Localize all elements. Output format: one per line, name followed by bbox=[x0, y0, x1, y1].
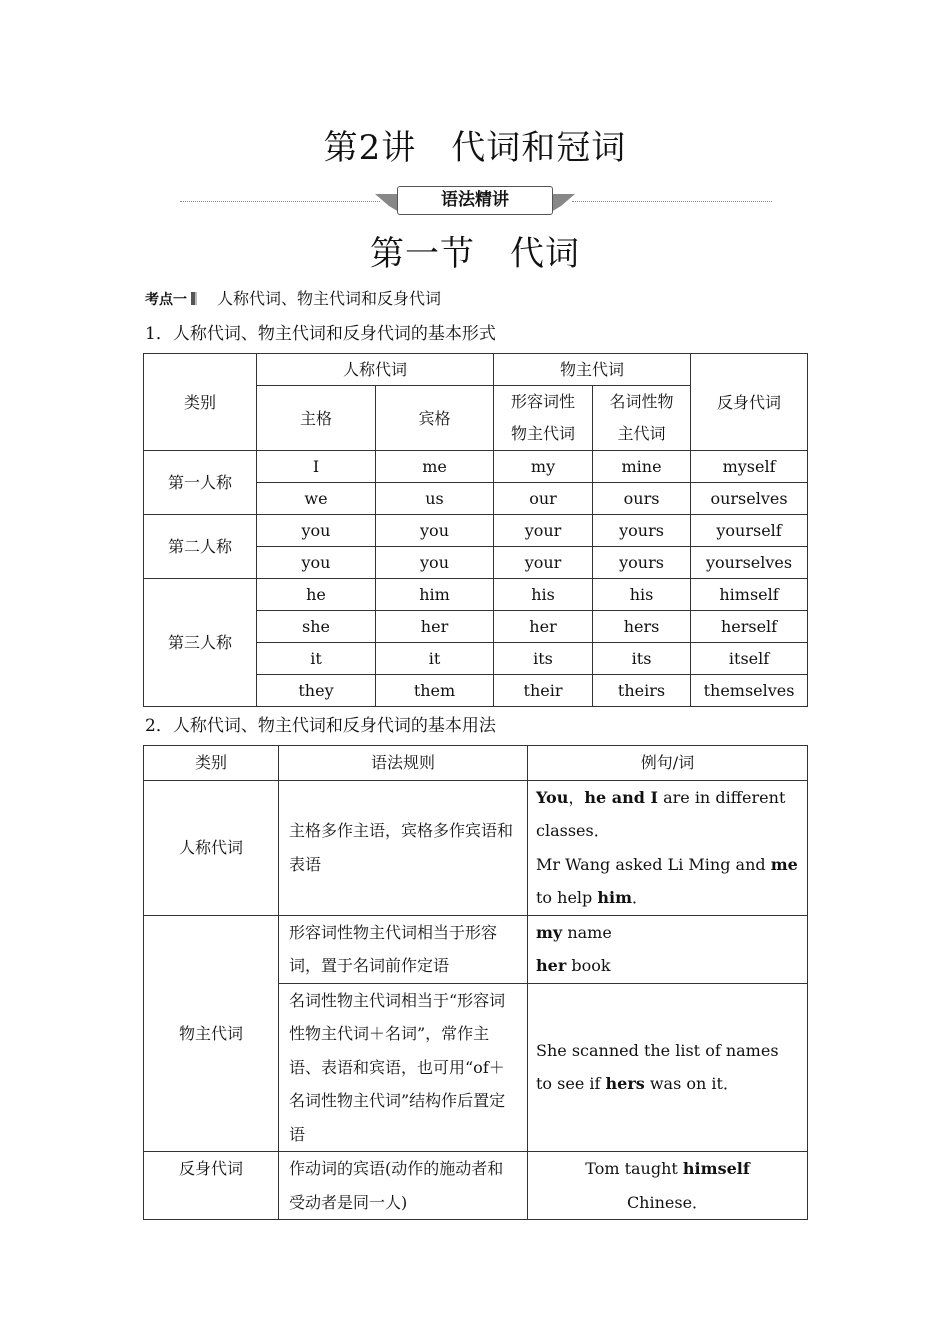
rule-personal: 主格多作主语，宾格多作宾语和表语 bbox=[279, 780, 528, 915]
section-banner bbox=[375, 186, 575, 216]
rule-noun-possessive: 名词性物主代词相当于“形容词性物主代词＋名词”，常作主语、表语和宾语，也可用“of＋名词性物主代词”结构作后置定语 bbox=[279, 983, 528, 1152]
heading-basic-forms: 1．人称代词、物主代词和反身代词的基本形式 bbox=[145, 324, 496, 344]
table-row bbox=[144, 451, 808, 483]
header-object-case: 宾格 bbox=[376, 386, 494, 451]
table-cell: we bbox=[257, 483, 376, 515]
table-cell: he bbox=[257, 579, 376, 611]
header-adjective-line2: 物主代词 bbox=[511, 424, 576, 443]
table-row bbox=[144, 780, 808, 915]
section-title: 第一节 代词 bbox=[370, 234, 580, 274]
table-cell: itself bbox=[691, 643, 808, 675]
table-cell: it bbox=[376, 643, 494, 675]
table-row bbox=[144, 515, 808, 547]
category-reflexive: 反身代词 bbox=[144, 1152, 279, 1220]
table-cell: her bbox=[494, 611, 593, 643]
banner-divider-right bbox=[572, 201, 772, 202]
example-noun-possessive bbox=[528, 983, 808, 1152]
example-bold: my bbox=[536, 922, 563, 942]
header-noun-possessive bbox=[593, 386, 691, 451]
table-cell: himself bbox=[691, 579, 808, 611]
table-row bbox=[144, 1152, 808, 1220]
example-text: name bbox=[562, 922, 612, 942]
row-label-first-person: 第一人称 bbox=[144, 451, 257, 515]
pronoun-usage-table bbox=[143, 745, 808, 1220]
table-cell: theirs bbox=[593, 675, 691, 707]
example-bold: hers bbox=[605, 1074, 645, 1094]
kaodian-marker-icon bbox=[191, 292, 197, 305]
header-adjective-line1: 形容词性 bbox=[511, 392, 576, 411]
table-cell: herself bbox=[691, 611, 808, 643]
table-cell: I bbox=[257, 451, 376, 483]
table-cell: him bbox=[376, 579, 494, 611]
example-bold: he and I bbox=[584, 787, 658, 807]
header-reflexive-pronoun: 反身代词 bbox=[691, 354, 808, 451]
table-cell: you bbox=[257, 547, 376, 579]
example-bold: me bbox=[770, 854, 798, 874]
example-bold: himself bbox=[682, 1159, 750, 1178]
header-grammar-rule: 语法规则 bbox=[279, 746, 528, 781]
example-text: She scanned the list of names to see if bbox=[536, 1040, 779, 1094]
banner-label: 语法精讲 bbox=[397, 186, 553, 215]
table-cell: our bbox=[494, 483, 593, 515]
table-cell: me bbox=[376, 451, 494, 483]
example-bold: You bbox=[536, 787, 569, 807]
table-cell: themselves bbox=[691, 675, 808, 707]
table-cell: mine bbox=[593, 451, 691, 483]
example-adjective-possessive bbox=[528, 915, 808, 983]
row-label-third-person: 第三人称 bbox=[144, 579, 257, 707]
header-noun-line1: 名词性物 bbox=[609, 392, 674, 411]
header-category: 类别 bbox=[144, 746, 279, 781]
example-text: book bbox=[566, 956, 611, 975]
header-possessive-pronoun: 物主代词 bbox=[494, 354, 691, 386]
category-personal: 人称代词 bbox=[144, 780, 279, 915]
table-cell: my bbox=[494, 451, 593, 483]
table-cell: ourselves bbox=[691, 483, 808, 515]
rule-reflexive: 作动词的宾语(动作的施动者和受动者是同一人) bbox=[279, 1152, 528, 1220]
example-reflexive bbox=[528, 1152, 808, 1220]
pronoun-forms-table bbox=[143, 353, 808, 707]
kaodian-heading bbox=[145, 286, 441, 309]
table-cell: myself bbox=[691, 451, 808, 483]
example-text: Chinese． bbox=[626, 1192, 709, 1212]
category-possessive: 物主代词 bbox=[144, 915, 279, 1152]
table-cell: it bbox=[257, 643, 376, 675]
table-cell: them bbox=[376, 675, 494, 707]
heading-basic-usage: 2．人称代词、物主代词和反身代词的基本用法 bbox=[145, 716, 496, 736]
table-cell: ours bbox=[593, 483, 691, 515]
table-cell: their bbox=[494, 675, 593, 707]
example-text: to help bbox=[536, 888, 598, 907]
example-text: was on it． bbox=[644, 1074, 739, 1094]
example-text: Mr Wang asked Li Ming and bbox=[536, 854, 771, 874]
kaodian-tag: 考点一 bbox=[145, 292, 187, 308]
table-cell: its bbox=[494, 643, 593, 675]
table-cell: hers bbox=[593, 611, 691, 643]
header-category: 类别 bbox=[144, 354, 257, 451]
row-label-second-person: 第二人称 bbox=[144, 515, 257, 579]
table-cell: us bbox=[376, 483, 494, 515]
header-adjective-possessive bbox=[494, 386, 593, 451]
table-cell: his bbox=[494, 579, 593, 611]
example-text: ． bbox=[632, 888, 649, 907]
table-cell: your bbox=[494, 547, 593, 579]
table-cell: yours bbox=[593, 547, 691, 579]
page-title: 第2讲 代词和冠词 bbox=[323, 128, 627, 168]
example-personal bbox=[528, 780, 808, 915]
table-cell: you bbox=[257, 515, 376, 547]
table-cell: her bbox=[376, 611, 494, 643]
table-cell: she bbox=[257, 611, 376, 643]
table-cell: you bbox=[376, 515, 494, 547]
banner-divider-left bbox=[180, 201, 380, 202]
table-row bbox=[144, 579, 808, 611]
table-cell: they bbox=[257, 675, 376, 707]
kaodian-text: 人称代词、物主代词和反身代词 bbox=[217, 289, 442, 308]
table-cell: yourself bbox=[691, 515, 808, 547]
header-example: 例句/词 bbox=[528, 746, 808, 781]
rule-adjective-possessive: 形容词性物主代词相当于形容词，置于名词前作定语 bbox=[279, 915, 528, 983]
header-subject-case: 主格 bbox=[257, 386, 376, 451]
table-cell: its bbox=[593, 643, 691, 675]
header-noun-line2: 主代词 bbox=[617, 424, 666, 443]
example-text: are in different classes． bbox=[536, 787, 786, 840]
table-cell: you bbox=[376, 547, 494, 579]
table-cell: your bbox=[494, 515, 593, 547]
table-cell: his bbox=[593, 579, 691, 611]
table-row bbox=[144, 915, 808, 983]
example-text: Tom taught bbox=[585, 1159, 683, 1178]
example-text: ， bbox=[568, 787, 585, 807]
table-cell: yours bbox=[593, 515, 691, 547]
example-bold: him bbox=[597, 888, 633, 907]
header-personal-pronoun: 人称代词 bbox=[257, 354, 494, 386]
example-bold: her bbox=[536, 956, 567, 975]
table-cell: yourselves bbox=[691, 547, 808, 579]
